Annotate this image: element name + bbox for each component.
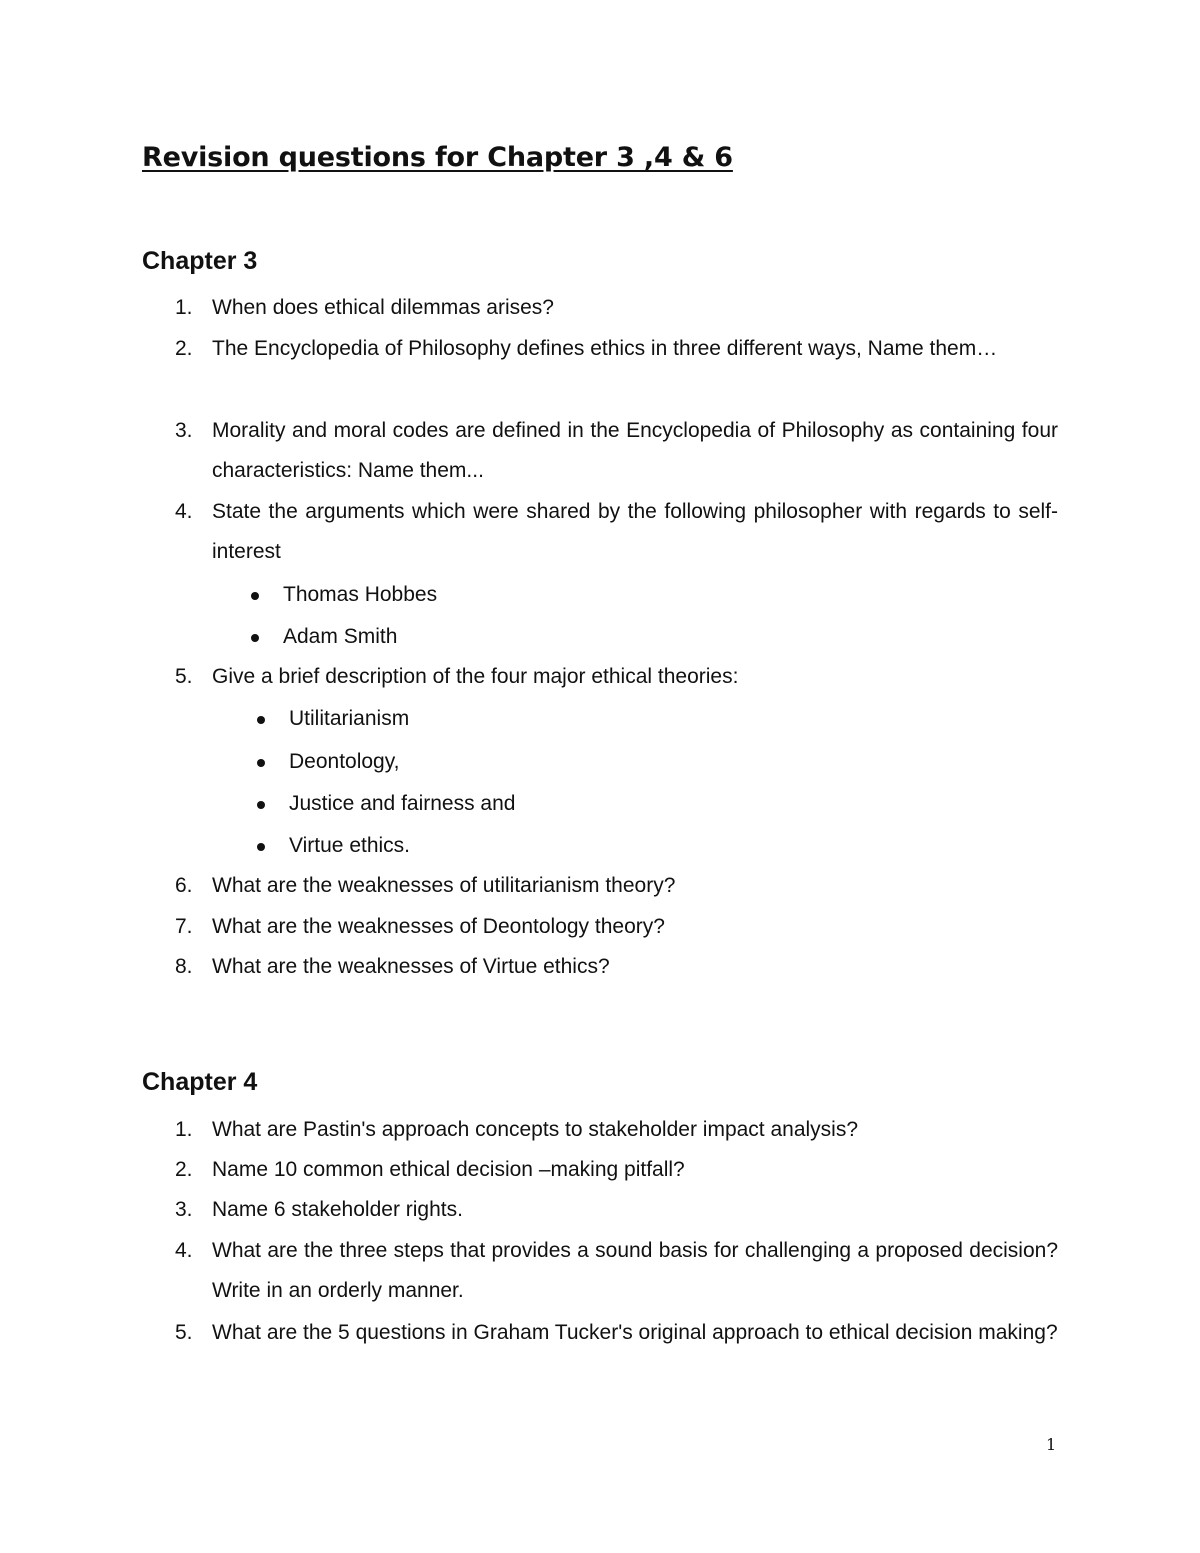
- bullet-text: Deontology,: [289, 750, 400, 773]
- bullet-text: Thomas Hobbes: [283, 583, 438, 606]
- question-number: 4.: [175, 500, 193, 523]
- bullet-text: Virtue ethics.: [289, 834, 411, 857]
- bullet-text: Justice and fairness and: [289, 792, 516, 815]
- question-number: 6.: [175, 874, 193, 897]
- question-text: What are the weaknesses of Virtue ethics?: [212, 955, 610, 978]
- question-number: 8.: [175, 955, 193, 978]
- bullet-dot-icon: [251, 634, 259, 642]
- question-text: What are the 5 questions in Graham Tucker's original approach to ethical decision making?: [212, 1321, 1058, 1344]
- bullet-dot-icon: [257, 759, 265, 767]
- document-title: Revision questions for Chapter 3 ,4 & 6: [142, 142, 733, 173]
- question-number: 3.: [175, 1198, 193, 1221]
- question-text: What are Pastin's approach concepts to stakeholder impact analysis?: [212, 1118, 859, 1141]
- question-text: What are the weaknesses of utilitarianism theory?: [212, 874, 676, 897]
- question-number: 4.: [175, 1239, 193, 1262]
- question-number: 5.: [175, 665, 193, 688]
- question-number: 5.: [175, 1321, 193, 1344]
- question-text: What are the weaknesses of Deontology theory?: [212, 915, 665, 938]
- question-number: 1.: [175, 296, 193, 319]
- chapter-3-heading: Chapter 3: [142, 247, 258, 275]
- bullet-text: Utilitarianism: [289, 707, 410, 730]
- question-text: Name 6 stakeholder rights.: [212, 1198, 463, 1221]
- question-text: Morality and moral codes are defined in the Encyclopedia of Philosophy as containing four characteristics: Name them...: [212, 419, 1058, 482]
- question-number: 2.: [175, 1158, 193, 1181]
- question-text: When does ethical dilemmas arises?: [212, 296, 554, 319]
- question-text: Name 10 common ethical decision –making pitfall?: [212, 1158, 685, 1181]
- question-text: The Encyclopedia of Philosophy defines ethics in three different ways, Name them…: [212, 337, 998, 360]
- question-number: 2.: [175, 337, 193, 360]
- chapter-4-heading: Chapter 4: [142, 1068, 258, 1096]
- question-text: Give a brief description of the four major ethical theories:: [212, 665, 739, 688]
- question-text: State the arguments which were shared by the following philosopher with regards to self-interest: [212, 500, 1058, 563]
- bullet-dot-icon: [257, 716, 265, 724]
- question-text: What are the three steps that provides a sound basis for challenging a proposed decision? Write in an orderly manner.: [212, 1239, 1058, 1302]
- question-number: 1.: [175, 1118, 193, 1141]
- page-number: 1: [1046, 1435, 1057, 1454]
- bullet-dot-icon: [251, 592, 259, 600]
- bullet-dot-icon: [257, 843, 265, 851]
- bullet-dot-icon: [257, 801, 265, 809]
- question-number: 7.: [175, 915, 193, 938]
- question-number: 3.: [175, 419, 193, 442]
- bullet-text: Adam Smith: [283, 625, 398, 648]
